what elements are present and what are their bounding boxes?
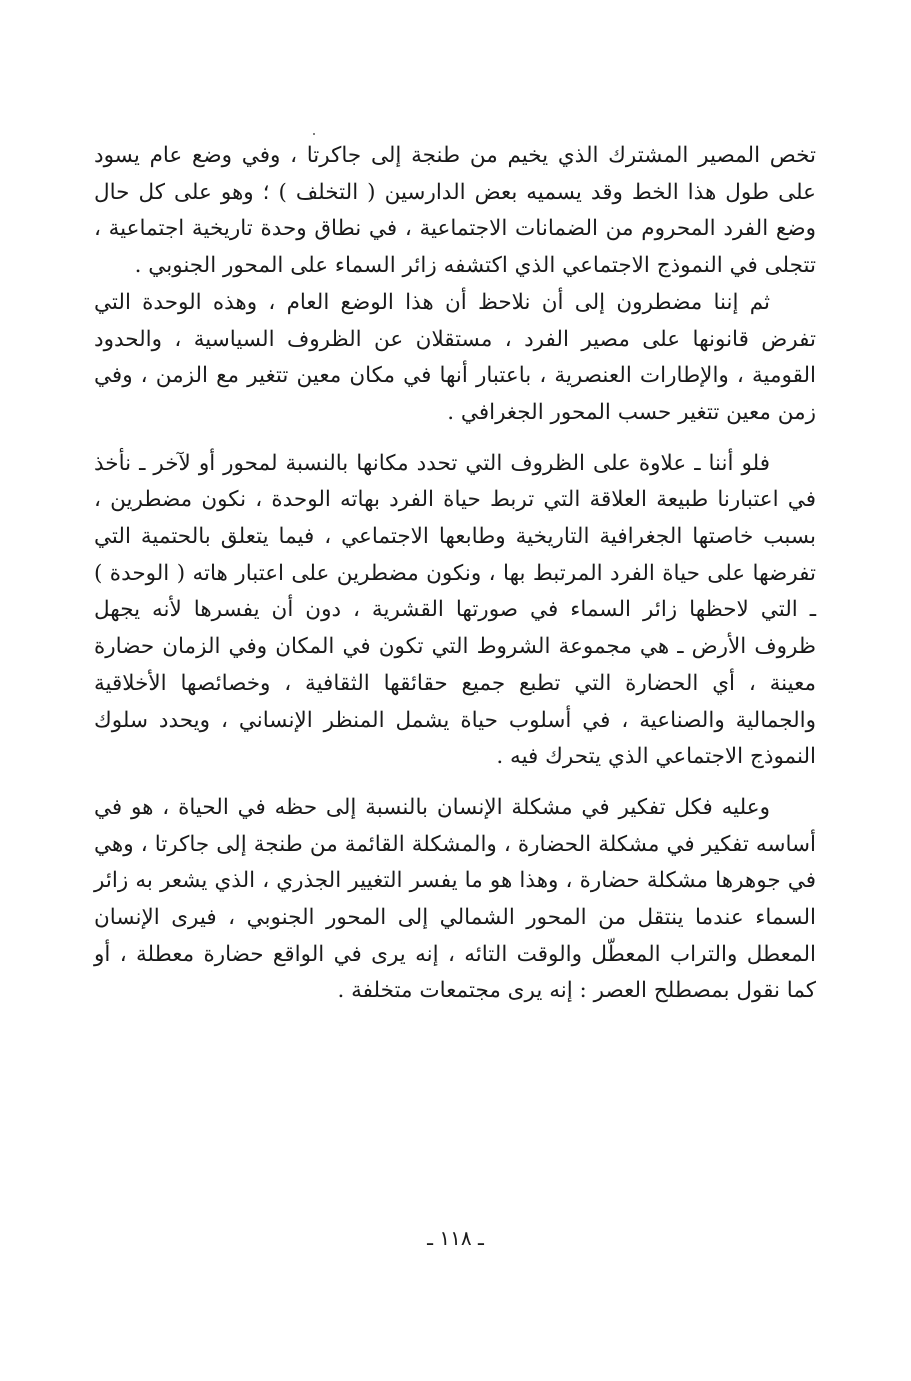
page-number: ـ ١١٨ ـ	[427, 1226, 484, 1250]
scan-speck	[313, 133, 315, 135]
page-body	[94, 138, 816, 1010]
paragraph-2: ثم إننا مضطرون إلى أن نلاحظ أن هذا الوضع العام ، وهذه الوحدة التي تفرض قانونها على مصير الفرد ، مستقلان عن الظروف السياسية ، والحدود القومية ، والإطارات العنصرية ، باعتبار أنها في مكان معين تتغير مع الزمن ، وفي زمن معين تتغير حسب المحور الجغرافي .	[94, 289, 816, 425]
paragraph-3: فلو أننا ـ علاوة على الظروف التي تحدد مكانها بالنسبة لمحور أو لآخر ـ نأخذ في اعتبارنا طبيعة العلاقة التي تربط حياة الفرد بهاته الوحدة ، نكون مضطرين ، بسبب خاصتها الجغرافية التاريخية وطابعها الاجتماعي ، فيما يتعلق بالحتمية التي تفرضها على حياة الفرد المرتبط بها ، ونكون مضطرين على اعتبار هاته ( الوحدة ) ـ التي لاحظها زائر السماء في صورتها القشرية ، دون أن يفسرها لأنه يجهل ظروف الأرض ـ هي مجموعة الشروط التي تكون في المكان وفي الزمان حضارة معينة ، أي الحضارة التي تطبع جميع حقائقها الثقافية ، وخصائصها الأخلاقية والجمالية والصناعية ، في أسلوب حياة يشمل المنظر الإنساني ، ويحدد سلوك النموذج الاجتماعي الذي يتحرك فيه .	[94, 450, 816, 770]
paragraph-4: وعليه فكل تفكير في مشكلة الإنسان بالنسبة إلى حظه في الحياة ، هو في أساسه تفكير في مشكلة الحضارة ، والمشكلة القائمة من طنجة إلى جاكرتا ، وهي في جوهرها مشكلة حضارة ، وهذا هو ما يفسر التغيير الجذري ، الذي يشعر به زائر السماء عندما ينتقل من المحور الشمالي إلى المحور الجنوبي ، فيرى الإنسان المعطل والتراب المعطّل والوقت التائه ، إنه يرى في الواقع حضارة معطلة ، أو كما نقول بمصطلح العصر : إنه يرى مجتمعات متخلفة .	[94, 794, 816, 1004]
paragraph-1: تخص المصير المشترك الذي يخيم من طنجة إلى جاكرتا ، وفي وضع عام يسود على طول هذا الخط وقد يسميه بعض الدارسين ( التخلف ) ؛ وهو على كل حال وضع الفرد المحروم من الضمانات الاجتماعية ، في نطاق وحدة تاريخية اجتماعية ، تتجلى في النموذج الاجتماعي الذي اكتشفه زائر السماء على المحور الجنوبي .	[94, 143, 816, 279]
